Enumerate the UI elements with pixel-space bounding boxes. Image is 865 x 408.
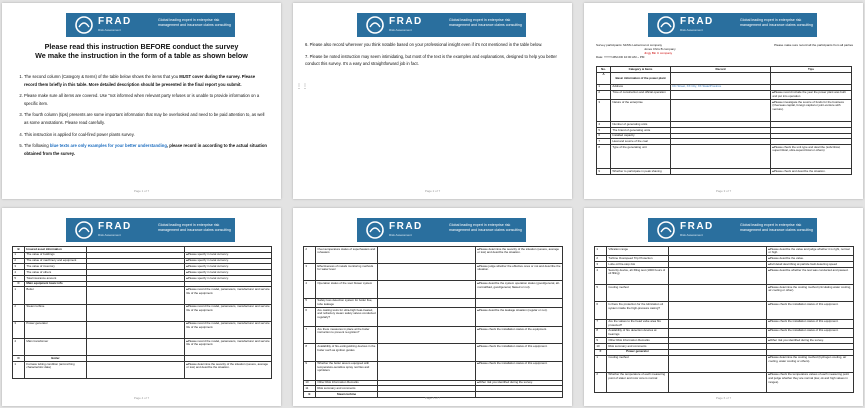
section-title: Basic information of the power plant — [611, 72, 671, 84]
row-number: 9 — [595, 338, 607, 344]
page-number: Page 3 of 7 — [715, 189, 732, 193]
row-tip: ■ Please record the model, parameters, manufacturer and service life of the equipment. — [185, 304, 272, 321]
page-header-banner — [357, 13, 526, 37]
row-tip: ■ Please determine the severity of the situation (severe, average or low) and describe the situation. — [185, 362, 272, 379]
title-line-1: Please read this instruction BEFORE conduct the survey — [44, 42, 239, 51]
row-number: 1 — [13, 362, 25, 379]
row-item: Risk summary and comments — [607, 344, 669, 350]
row-tip: ■ Other risk you identified during the survey. — [476, 380, 563, 386]
row-record[interactable] — [87, 321, 185, 338]
row-tip: ■ Please record the model, parameters, manufacturer and service life of the equipment. — [185, 321, 272, 338]
row-tip: ■ Please determine the cooling method (hydrogen cooling, air cooling, water cooling or others). — [767, 355, 854, 372]
row-tip: ■ Please check the installation status of this equipment. — [476, 361, 563, 380]
row-tip: ■ Please investigate the source of funds for the business (Overseas capital, foreign capital or joint-venture with venture). — [771, 99, 852, 121]
table-row — [595, 267, 854, 284]
document-page-6 — [584, 208, 863, 406]
table-row — [13, 287, 272, 304]
row-number: 5 — [13, 275, 25, 281]
row-item: The brand of generating units — [611, 127, 671, 133]
table-row — [597, 90, 852, 99]
table-row — [597, 99, 852, 121]
row-tip: ■ Please judge whether the effective ones or not and describe the situation. — [476, 264, 563, 281]
frad-logo-icon — [74, 15, 94, 35]
row-record[interactable] — [671, 145, 771, 169]
row-tip: ■ Please determine the cooling method (circulating water cooling, air cooling or other). — [767, 285, 854, 302]
row-record[interactable] — [378, 247, 476, 264]
table-row — [13, 339, 272, 356]
table-row — [304, 264, 563, 281]
row-item: Furnace tubing condition (anti-inching characteristic data) — [25, 362, 87, 379]
table-row — [595, 319, 854, 328]
row-item: Whether to participate in peak shaving — [611, 169, 671, 175]
row-record[interactable] — [671, 90, 771, 99]
row-tip: ■ Please check the installation status of this equipment. — [767, 319, 854, 328]
instruction-item-4: 4. This instruction is applied for coal-fired power plants survey. — [24, 131, 267, 139]
row-record[interactable] — [669, 267, 767, 284]
section-letter: A — [597, 72, 611, 84]
row-item: Operation status of the soot blower system — [316, 281, 378, 298]
frad-logo-icon — [365, 15, 385, 35]
brand-subtitle: Risk Assessment — [680, 28, 703, 32]
instruction-item-7: 7. Please be noted instruction may seem intimidating, but most of the text is the examples and explanations, designed to help you better conduct this survey. It's a easy and straightforward job in fact. — [305, 53, 557, 67]
row-tip: ■ Please specify in local currency. — [185, 264, 272, 270]
row-number: 10 — [304, 380, 316, 386]
row-record[interactable] — [669, 372, 767, 392]
document-page-1 — [2, 3, 281, 199]
row-item: Time of construction and official operation — [611, 90, 671, 99]
row-number: 6 — [597, 133, 611, 139]
table-row — [597, 145, 852, 169]
row-item: Nature of the enterprise — [611, 99, 671, 121]
row-number: 6 — [304, 307, 316, 326]
instruction-item-5 — [24, 142, 267, 157]
row-number: 5 — [597, 127, 611, 133]
table-row — [304, 281, 563, 298]
brand-name: FRAD — [389, 16, 423, 27]
row-record[interactable] — [378, 264, 476, 281]
table-row — [13, 321, 272, 338]
row-record[interactable] — [669, 355, 767, 372]
row-item: Power generator — [25, 321, 87, 338]
row-tip: ■ Please check the installation status of this equipment. — [767, 302, 854, 319]
frad-logo-icon — [656, 15, 676, 35]
survey-participants-block — [596, 43, 853, 59]
page-number: Page 6 of 7 — [715, 396, 732, 400]
table-row — [595, 328, 854, 337]
table-row — [304, 327, 563, 344]
row-item: Are casting tools for ultra-high heat-treated, and refractory steam safety valves conducted regularly? — [316, 307, 378, 326]
header-tagline: Global leading expert in enterprise risk management and insurance claims consulting — [449, 223, 522, 232]
row-item: Boiler — [25, 287, 87, 304]
instruction-item-3: 3. The fourth column (tips) presents are some important information that may be overlooked and need to be paid attention to, as well as some annotations. Please read carefully. — [24, 111, 267, 126]
row-item: Other Risk Information Remarks — [607, 338, 669, 344]
row-item: Availability of fire-extinguishing devices in the boiler such as ignition guides — [316, 344, 378, 361]
brand-subtitle: Risk Assessment — [389, 28, 412, 32]
table-row — [595, 372, 854, 392]
row-item: Is there fire protection for the lubrication oil system inside the high-pressure casing? — [607, 302, 669, 319]
row-number: 1 — [595, 247, 607, 256]
survey-table — [594, 246, 854, 393]
row-record[interactable] — [378, 298, 476, 307]
table-row — [13, 362, 272, 379]
page-header-banner — [66, 13, 235, 37]
row-number: 8 — [597, 145, 611, 169]
row-number: 4 — [304, 281, 316, 298]
row-item: Availability of fire detection devices at bearings — [607, 328, 669, 337]
section-row — [597, 72, 852, 84]
row-number: 5 — [595, 285, 607, 302]
instruction-title — [14, 42, 269, 60]
row-record[interactable] — [87, 304, 185, 321]
row-number: 4 — [595, 267, 607, 284]
row-item: Are the valves to the head valve area fire protected? — [607, 319, 669, 328]
table-row — [304, 298, 563, 307]
row-record[interactable] — [671, 99, 771, 121]
row-number: 2 — [13, 304, 25, 321]
row-number: 3 — [13, 264, 25, 270]
row-record[interactable] — [669, 302, 767, 319]
row-number: 4 — [13, 339, 25, 356]
instruction-item-1 — [24, 73, 267, 88]
row-record[interactable] — [87, 362, 185, 379]
row-number: 5 — [304, 298, 316, 307]
participants-note: Please make sure record all the participants from all parties — [774, 43, 853, 47]
survey-date: Date: YYYY-MM-DD 10:00 AM ~ PM — [596, 55, 645, 59]
row-item: Vibration range — [607, 247, 669, 256]
survey-table — [303, 246, 563, 398]
drag-handle-icon[interactable]: ⋮⋮ — [296, 84, 308, 90]
row-item: Number of generating units — [611, 122, 671, 128]
document-page-2 — [293, 3, 572, 199]
section-letter: F — [595, 349, 607, 355]
table-row — [304, 361, 563, 380]
row-tip: ■ Please describe the value. — [767, 256, 854, 262]
row-number: 1 — [597, 84, 611, 90]
row-item: Effectiveness of metals monitoring methods for water level — [316, 264, 378, 281]
row-number: 7 — [597, 139, 611, 145]
row-item: Total insurance amount — [25, 275, 87, 281]
row-tip: ■ Please describe the system operation status (good/general, all-normal/bad, good/general, flawed or not). — [476, 281, 563, 298]
section-letter: C — [13, 281, 25, 287]
row-item: Safety loss detection system for boiler flue, tube leakage — [316, 298, 378, 307]
column-header: Tips — [771, 67, 852, 73]
row-item: The value of buildings — [25, 252, 87, 258]
row-number: 1 — [13, 252, 25, 258]
row-record[interactable] — [378, 281, 476, 298]
table-row — [595, 285, 854, 302]
row-item: Whether the boiler area is equipped with temperature-sensitive spray nozzles and sprinklers — [316, 361, 378, 380]
instruction-list — [14, 73, 267, 161]
row-item: Type of the generating unit — [611, 145, 671, 169]
brand-subtitle: Risk Assessment — [98, 233, 121, 237]
row-number: 1 — [13, 287, 25, 304]
row-number: 7 — [595, 319, 607, 328]
row-item: The value of others — [25, 270, 87, 276]
row-tip: ■ Please specify in local currency. — [185, 252, 272, 258]
row-record[interactable]: DC Street, XX City, XX State/Province — [671, 84, 771, 90]
row-record[interactable] — [669, 247, 767, 256]
row-tip: ■ Please check the unit type and describe (subcritical, supercritical, ultra-supercritical or others) — [771, 145, 852, 169]
row-tip: ■ Please record include the year the power plant was built and put into operation — [771, 90, 852, 99]
row-item: Are there measures in place at the boiler instruction to prevent re-ignition? — [316, 327, 378, 344]
column-header: Record — [671, 67, 771, 73]
row-number: 8 — [595, 328, 607, 337]
page-number: Page 4 of 7 — [133, 396, 150, 400]
table-row — [597, 169, 852, 175]
row-item: Installed capacity — [611, 133, 671, 139]
blue-example-text: blue texts are only examples for your better understanding — [49, 143, 167, 149]
row-tip: ■ Please describe the leakage situation (regular or not). — [476, 307, 563, 326]
row-item: The value of machinery and equipment — [25, 258, 87, 264]
header-tagline: Global leading expert in enterprise risk management and insurance claims consulting — [449, 18, 522, 27]
row-item: Other Risk Information Remarks — [316, 380, 378, 386]
instruction-text: The following — [24, 143, 50, 149]
row-record[interactable] — [378, 327, 476, 344]
brand-name: FRAD — [98, 221, 132, 232]
document-page-4 — [2, 208, 281, 406]
brand-name: FRAD — [680, 16, 714, 27]
section-title: Insured asset information — [25, 247, 87, 253]
row-tip: ■ Please specify in local currency. — [185, 258, 272, 264]
row-tip: ■ Please specify in local currency. — [185, 275, 272, 281]
instruction-item-2: 2. Please make sure all items are covered. Use "not informed when relevant party refuses or is unable to provide information on a specific item. — [24, 92, 267, 107]
row-tip: ■ Please check the installation status of this equipment. — [767, 328, 854, 337]
header-tagline: Global leading expert in enterprise risk management and insurance claims consulting — [740, 18, 813, 27]
table-row — [13, 304, 272, 321]
row-record[interactable] — [87, 339, 185, 356]
header-tagline: Global leading expert in enterprise risk management and insurance claims consulting — [158, 18, 231, 27]
frad-logo-icon — [656, 220, 676, 240]
page-number: Page 1 of 7 — [133, 189, 150, 193]
row-item: Turbine Overspeed Trip Protection — [607, 256, 669, 262]
participants-line-1: Survey participants: Mr/Ms Lieberman A company — [596, 43, 663, 47]
page-header-banner — [357, 218, 526, 242]
instruction-bold-text: , please record in according to the actual situation obtained from the survey. — [24, 143, 267, 156]
row-record[interactable] — [669, 328, 767, 337]
header-tagline: Global leading expert in enterprise risk management and insurance claims consulting — [740, 223, 813, 232]
empty-cell — [771, 72, 852, 84]
row-record[interactable] — [671, 169, 771, 175]
brand-name: FRAD — [389, 221, 423, 232]
row-item: Heat and source of the coal — [611, 139, 671, 145]
frad-logo-icon — [74, 220, 94, 240]
participants-line-3: Jingy Bin C company — [644, 51, 673, 55]
survey-table — [596, 66, 852, 175]
row-tip: ■ Full detail describing at particle fault detecting speed — [767, 262, 854, 268]
participants-line-2: Jones Chris B company — [644, 47, 676, 51]
row-number: 11 — [304, 386, 316, 392]
table-row — [304, 344, 563, 361]
row-number: 7 — [304, 327, 316, 344]
row-tip: ■ Other risk you identified during the survey. — [767, 338, 854, 344]
row-number: 2 — [595, 256, 607, 262]
row-number: 4 — [13, 270, 25, 276]
title-line-2: We make the instruction in the form of a table as shown below — [35, 51, 248, 60]
row-item: Cooling method — [607, 355, 669, 372]
row-item: The value of inventory — [25, 264, 87, 270]
frad-logo-icon — [365, 220, 385, 240]
row-item: Steam turbine — [25, 304, 87, 321]
row-number: 3 — [597, 99, 611, 121]
section-letter: B — [13, 247, 25, 253]
page-header-banner — [66, 218, 235, 242]
section-title: Main equipment basic info — [25, 281, 87, 287]
row-number: 9 — [304, 361, 316, 380]
row-tip: ■ Please check and describe the situation. — [771, 169, 852, 175]
row-number: 8 — [304, 344, 316, 361]
page-header-banner — [648, 218, 817, 242]
row-record[interactable] — [669, 285, 767, 302]
row-number: 4 — [597, 122, 611, 128]
brand-name: FRAD — [680, 221, 714, 232]
row-number: 9 — [597, 169, 611, 175]
header-tagline: Global leading expert in enterprise risk management and insurance claims consulting — [158, 223, 231, 232]
section-title: Power generator — [607, 349, 669, 355]
brand-subtitle: Risk Assessment — [98, 28, 121, 32]
brand-name: FRAD — [98, 16, 132, 27]
survey-table — [12, 246, 272, 379]
row-record[interactable] — [87, 287, 185, 304]
row-number: 2 — [304, 247, 316, 264]
table-row — [304, 247, 563, 264]
row-tip: ■ Please describe whether the test was conducted and passed. — [767, 267, 854, 284]
row-number: 3 — [13, 321, 25, 338]
row-item: Over-temperature status of superheaters and reheaters — [316, 247, 378, 264]
section-title: Steam turbine — [316, 392, 378, 398]
row-record[interactable] — [378, 307, 476, 326]
row-record[interactable] — [378, 361, 476, 380]
empty-cell — [671, 72, 771, 84]
instruction-list-continued — [305, 41, 560, 72]
row-tip: ■ Please describe the value and judge whether it is right, normal or high. — [767, 247, 854, 256]
section-letter: E — [304, 392, 316, 398]
row-tip: ■ Please check the installation status of the equipment. — [476, 327, 563, 344]
row-item: Risk summary and comments — [316, 386, 378, 392]
row-item: Address — [611, 84, 671, 90]
row-number: 6 — [595, 302, 607, 319]
row-number: 2 — [13, 258, 25, 264]
row-tip: ■ Please check the installation status of this equipment. — [476, 344, 563, 361]
row-number: 3 — [595, 262, 607, 268]
table-row — [595, 355, 854, 372]
document-page-3 — [584, 3, 863, 199]
row-item: Main transformer — [25, 339, 87, 356]
row-record[interactable] — [378, 344, 476, 361]
instruction-bold-text: MUST cover during the survey. Please record them briefly in this table. More detailed description should be presented in the final report you submit. — [24, 74, 256, 87]
table-row — [304, 307, 563, 326]
row-item: Cooling method — [607, 285, 669, 302]
brand-subtitle: Risk Assessment — [389, 233, 412, 237]
column-header: No. — [597, 67, 611, 73]
row-tip: ■ Please record the model, parameters, manufacturer and service life of the equipment. — [185, 339, 272, 356]
column-header: Category & Items — [611, 67, 671, 73]
instruction-item-6: 6. Please also record wherever you think notable based on your professional insight even if it's not mentioned in the table below. — [305, 42, 543, 47]
table-row — [595, 302, 854, 319]
row-tip: ■ Please check the temperature values of each measuring point and judge whether they are normal (low, ok and high values in ranges). — [767, 372, 854, 392]
brand-subtitle: Risk Assessment — [680, 233, 703, 237]
row-number: 2 — [597, 90, 611, 99]
row-tip: ■ Please determine the severity of the situation (severe, average or low) and describe the situation. — [476, 247, 563, 264]
row-item: Lube oil fire-stop risk — [607, 262, 669, 268]
row-number: 10 — [595, 344, 607, 350]
row-item: Whether the temperature of each measuring point of stator and rotor core is normal — [607, 372, 669, 392]
row-number: 2 — [595, 372, 607, 392]
row-record[interactable] — [669, 319, 767, 328]
instruction-text: The second column (Category & Items) of the table below shows the items that you — [24, 74, 180, 79]
row-number: 3 — [304, 264, 316, 281]
page-header-banner — [648, 13, 817, 37]
row-tip: ■ Please record the model, parameters, manufacturer and service life of the equipment. — [185, 287, 272, 304]
document-page-5 — [293, 208, 572, 406]
row-tip: ■ Please specify in local currency. — [185, 270, 272, 276]
table-row — [595, 247, 854, 256]
page-number: Page 5 of 7 — [424, 396, 441, 400]
section-letter: D — [13, 356, 25, 362]
page-number: Page 2 of 7 — [424, 189, 441, 193]
row-item: Security device, ah filling test (1000 hours of oil filling) — [607, 267, 669, 284]
row-tip — [476, 298, 563, 307]
row-number: 1 — [595, 355, 607, 372]
section-title: Boiler — [25, 356, 87, 362]
